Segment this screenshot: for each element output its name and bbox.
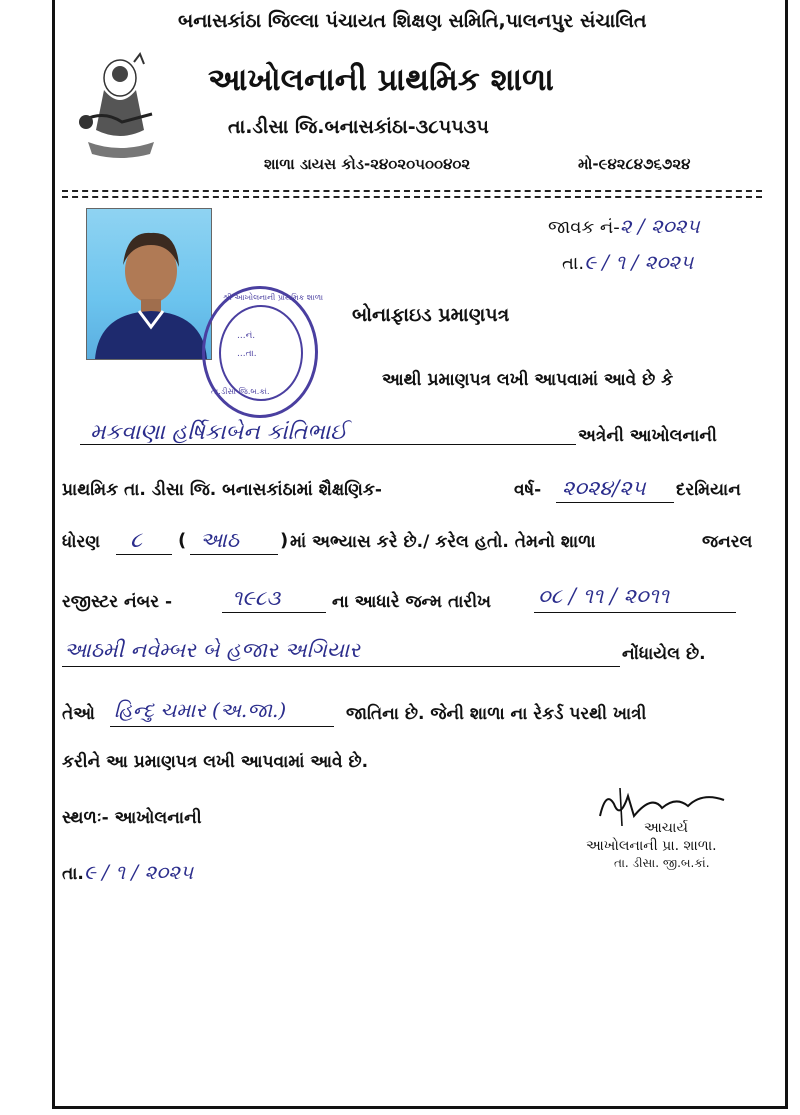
reference-date-label: તા. xyxy=(562,253,585,274)
footer-date-label: તા. xyxy=(62,864,84,884)
year-label: વર્ષ- xyxy=(514,480,542,500)
outward-label: જાવક નં- xyxy=(548,217,620,238)
line2-text: પ્રાથમિક તા. ડીસા જિ. બનાસકાંઠામાં શૈક્ષણિક- xyxy=(62,480,382,500)
std-number-underline xyxy=(116,554,172,555)
year-underline xyxy=(556,502,674,503)
dise-code: શાળા ડાયસ કોડ-૨૪૦૨૦૫૦૦૪૦૨ xyxy=(264,155,471,173)
separator-line-2 xyxy=(62,196,762,198)
std-label: ધોરણ xyxy=(62,532,101,552)
academic-year: ૨૦૨૪/૨૫ xyxy=(562,476,646,500)
school-name: આખોલનાની પ્રાથમિક શાળા xyxy=(208,62,554,98)
std-words-underline xyxy=(190,554,278,555)
header-line-1: બનાસકાંઠા જિલ્લા પંચાયત શિક્ષણ સમિતિ,પાલનપુર સંચાલિત xyxy=(178,10,647,32)
std-number: ૮ xyxy=(130,528,143,553)
line3-text: માં અભ્યાસ કરે છે./ કરેલ હતો. તેમનો શાળા xyxy=(290,532,596,552)
general-word: જનરલ xyxy=(702,532,753,552)
stamp-text: શ્રી આખોલનાની પ્રાથમિક શાળા xyxy=(223,293,324,302)
dob-words-underline xyxy=(62,666,620,667)
reference-date-value: ૯ / ૧ / ૨૦૨૫ xyxy=(584,250,694,274)
dob-underline xyxy=(534,612,736,613)
certificate-intro: આથી પ્રમાણપત્ર લખી આપવામાં આવે છે કે xyxy=(382,370,674,390)
reference-date xyxy=(562,250,693,274)
place: સ્થળઃ- આખોલનાની xyxy=(62,808,202,828)
saraswati-logo-icon xyxy=(74,50,164,165)
outward-value: ૨ / ૨૦૨૫ xyxy=(619,214,700,238)
certificate-title: બોનાફાઇડ પ્રમાણપત્ર xyxy=(352,304,510,326)
line5-end: નોંધાયેલ છે. xyxy=(622,644,706,664)
stamp-line-2: ...તા. xyxy=(237,349,257,359)
student-photo xyxy=(86,208,212,360)
signature-school: આખોલનાની પ્રા. શાળા. xyxy=(586,838,717,854)
caste-underline xyxy=(110,726,334,727)
they-label: તેઓ xyxy=(62,704,95,724)
stamp-line-1: ...નં. xyxy=(237,331,256,341)
footer-date-value: ૯ / ૧ / ૨૦૨૫ xyxy=(83,860,194,884)
caste: હિન્દુ ચમાર (અ.જા.) xyxy=(114,698,287,722)
footer-date xyxy=(62,860,193,884)
signature-role: આચાર્ય xyxy=(644,820,688,836)
register-underline xyxy=(222,612,326,613)
std-words: આઠ xyxy=(200,528,239,552)
stamp-line-3: તા.ડીસા જિ.બ.કાં. xyxy=(211,387,270,396)
dob-in-words: આઠમી નવેમ્બર બે હજાર અગિયાર xyxy=(64,638,360,662)
school-address: તા.ડીસા જિ.બનાસકાંઠા-૩૮૫૫૩૫ xyxy=(228,116,489,138)
std-close-paren: ) xyxy=(280,530,289,551)
line1-after-name: અત્રેની આખોલનાની xyxy=(578,426,717,446)
line7-text: કરીને આ પ્રમાણપત્ર લખી આપવામાં આવે છે. xyxy=(62,752,369,772)
std-open-paren: ( xyxy=(178,530,187,551)
separator-line-1 xyxy=(62,190,762,192)
outward-number xyxy=(548,214,700,238)
student-name: મકવાણા હર્ષિકાબેન કાંતિભાઈ xyxy=(90,420,348,445)
register-number: ૧૯૮૩ xyxy=(232,586,281,610)
school-stamp xyxy=(202,286,324,418)
signature-place: તા. ડીસા. જી.બ.કાં. xyxy=(614,856,710,870)
mobile-number: મો-૯૪૨૮૪૭૬૭૨૪ xyxy=(578,155,691,173)
line6-text: જાતિના છે. જેની શાળા ના રેકર્ડ પરથી ખાત્રી xyxy=(346,704,647,724)
line2-end: દરમિયાન xyxy=(676,480,741,500)
date-of-birth: ૦૮ / ૧૧ / ૨૦૧૧ xyxy=(538,584,670,608)
register-label: રજીસ્ટર નંબર - xyxy=(62,592,173,612)
line4-text: ના આધારે જન્મ તારીખ xyxy=(332,592,492,612)
